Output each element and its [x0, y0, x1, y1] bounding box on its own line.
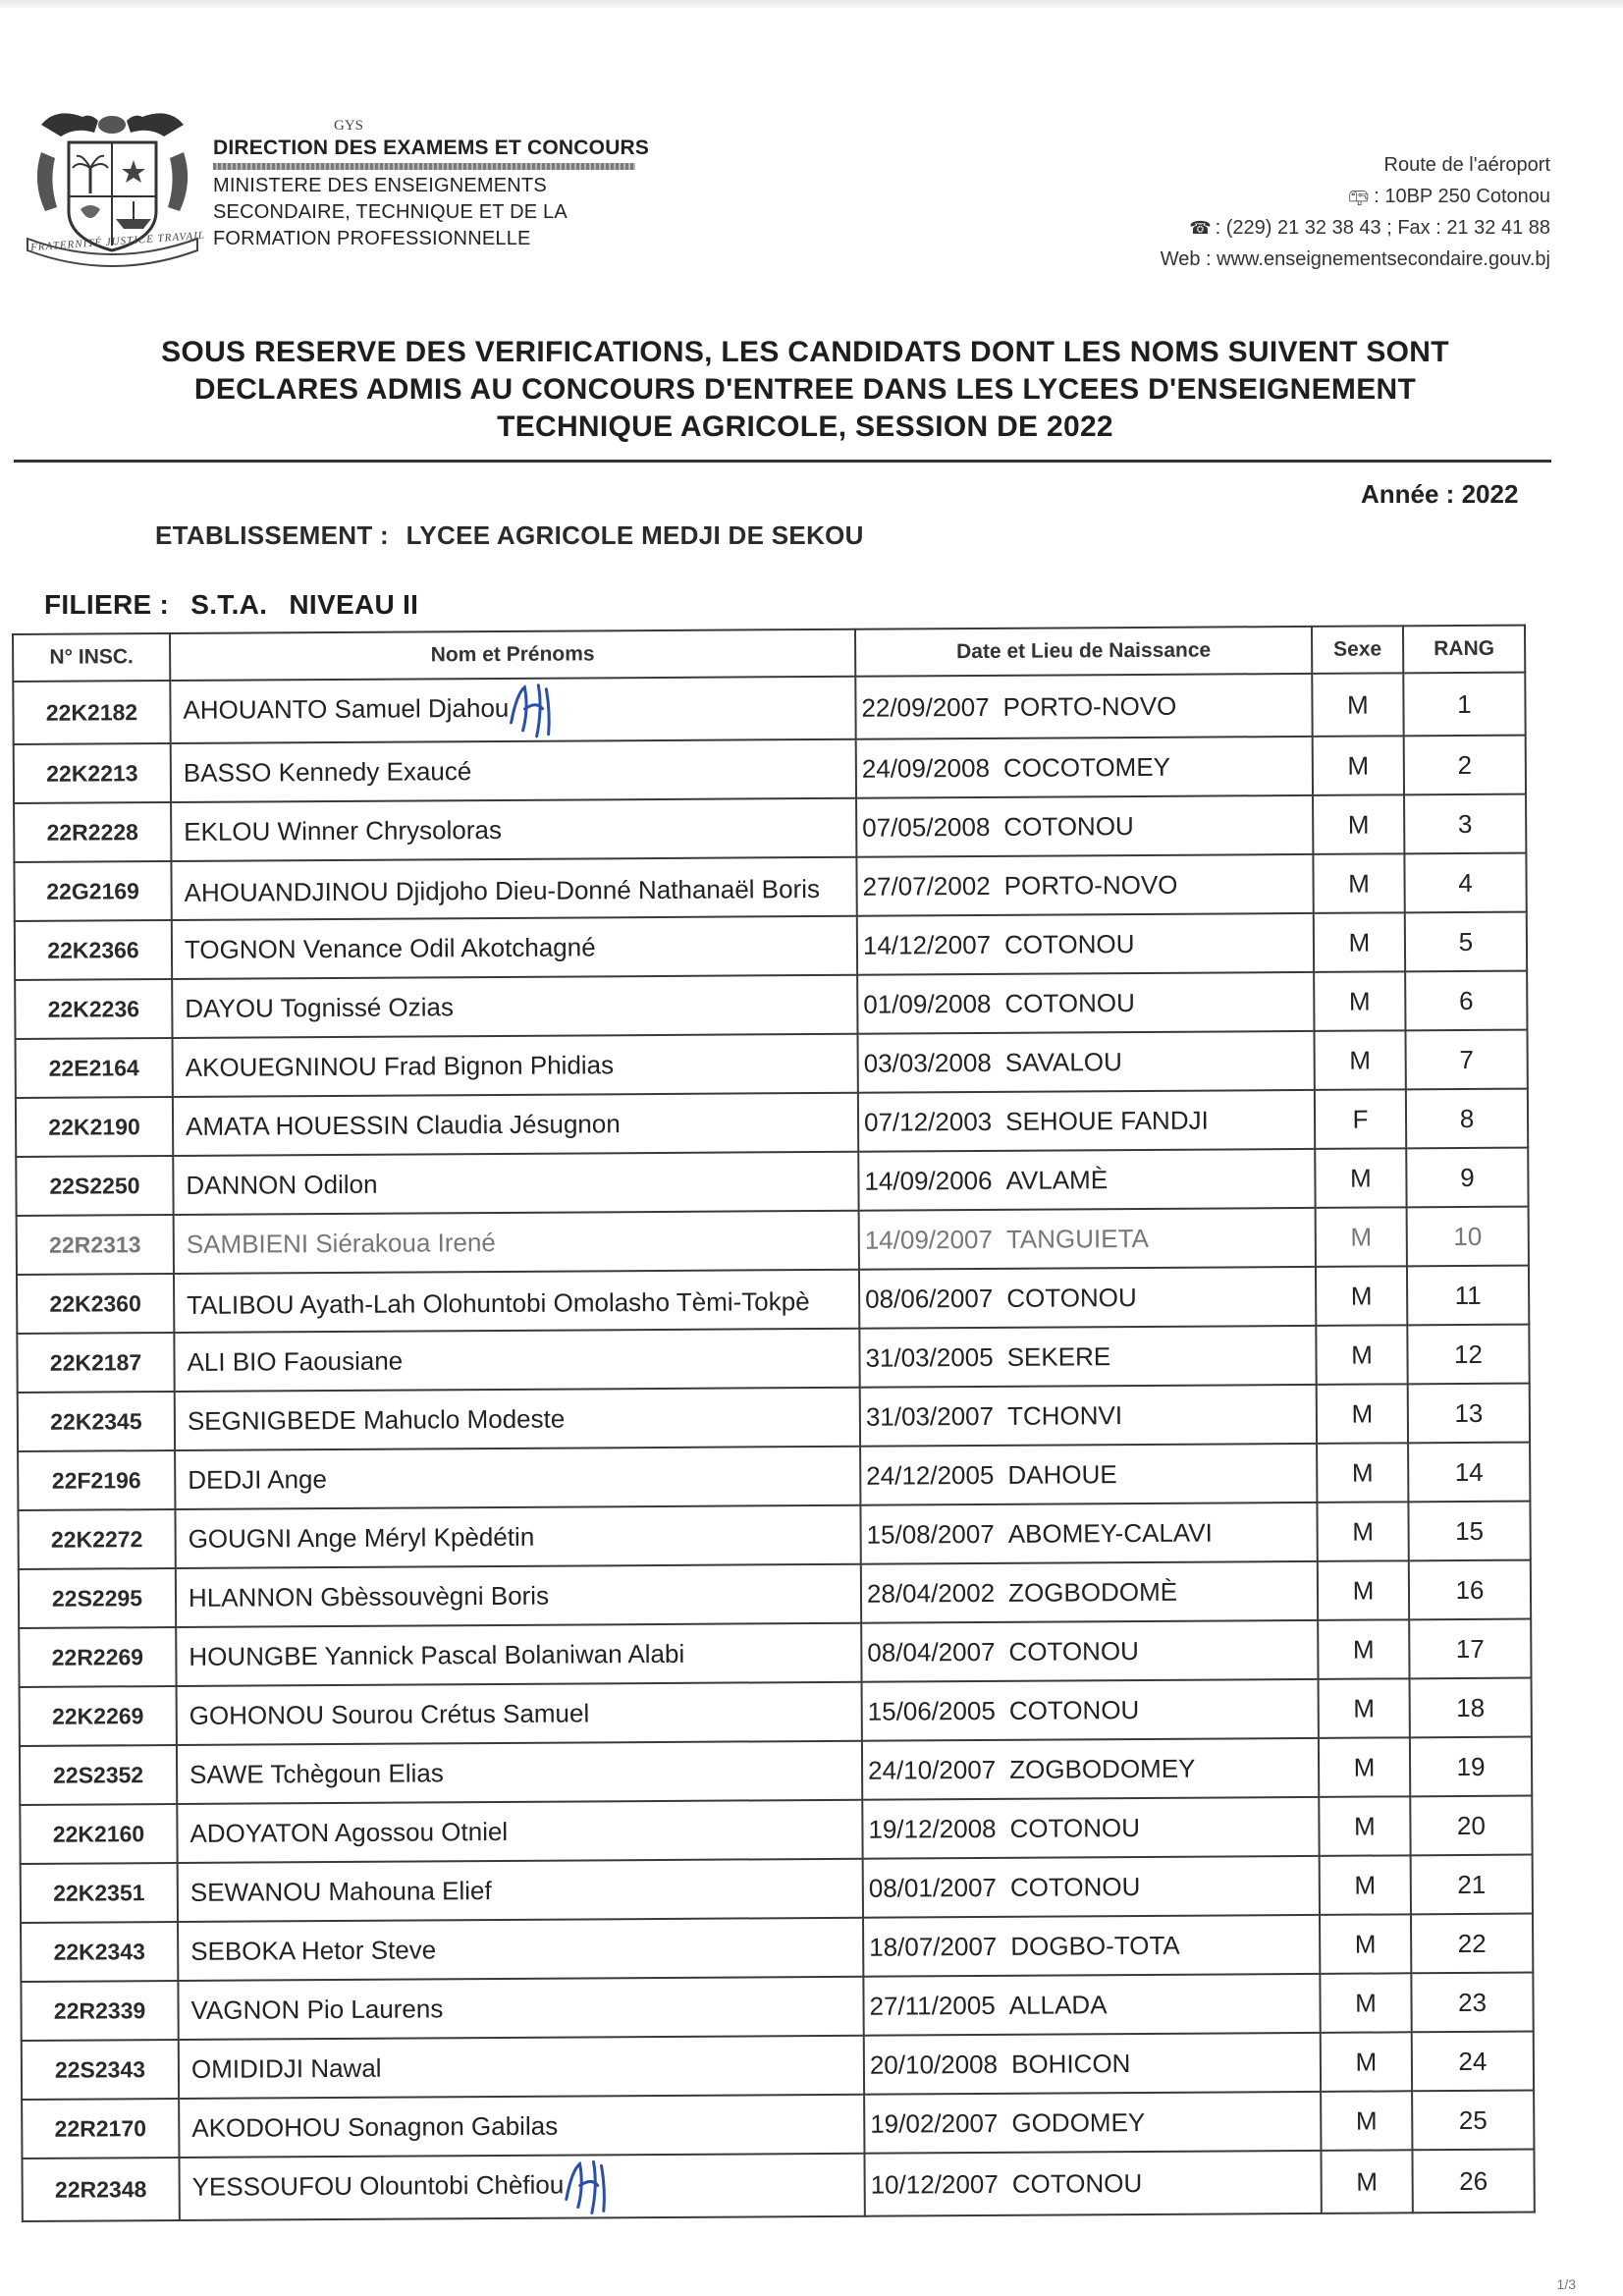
candidate-name: HLANNON Gbèssouvègni Boris: [188, 1580, 550, 1613]
name-cell: [177, 1741, 862, 1804]
sex-cell: M: [1314, 912, 1405, 972]
registration-number: 22R2269: [19, 1627, 176, 1687]
birth-cell: [860, 1503, 1317, 1564]
contact-phone: : (229) 21 32 38 43 ; Fax : 21 32 41 88: [1215, 217, 1550, 239]
candidate-name: SAMBIENI Siérakoua Irené: [186, 1227, 496, 1259]
birth-date: 15/06/2005: [867, 1695, 996, 1726]
registration-number: 22K2190: [16, 1097, 173, 1157]
name-cell: [171, 798, 856, 861]
registration-number: 22R2339: [21, 1981, 178, 2041]
candidate-name: GOHONOU Sourou Crétus Samuel: [189, 1697, 590, 1730]
birth-cell: [858, 1090, 1315, 1152]
title-line-2: DECLARES ADMIS AU CONCOURS D'ENTREE DANS LES LYCEES D'ENSEIGNEMENT: [193, 373, 1417, 406]
table-row: [22, 2032, 1534, 2100]
table-row: [19, 1560, 1531, 1628]
birth-date: 18/07/2007: [869, 1931, 998, 1962]
sex-cell: M: [1318, 1619, 1409, 1679]
sex-cell: M: [1319, 1737, 1410, 1797]
candidate-name: EKLOU Winner Chrysoloras: [184, 814, 502, 847]
registration-number: 22K2272: [18, 1509, 175, 1569]
title-line-1: SOUS RESERVE DES VERIFICATIONS, LES CANDIDATS DONT LES NOMS SUIVENT SONT: [161, 336, 1449, 368]
name-cell: [173, 1034, 858, 1097]
birth-cell: [859, 1208, 1316, 1270]
birth-date: 24/12/2005: [866, 1459, 995, 1491]
title-divider: [14, 460, 1551, 463]
filiere-code: S.T.A.: [190, 589, 268, 620]
rank-cell: 2: [1404, 736, 1526, 795]
candidate-name: SEWANOU Mahouna Elief: [189, 1875, 492, 1907]
rank-cell: 22: [1411, 1914, 1533, 1974]
registration-number: 22R2313: [17, 1215, 174, 1275]
birth-place: ABOMEY-CALAVI: [1007, 1517, 1213, 1549]
candidate-name: SEGNIGBEDE Mahuclo Modeste: [187, 1403, 566, 1436]
registration-number: 22G2169: [14, 861, 171, 921]
scan-top-edge: [0, 0, 1623, 8]
candidate-name: HOUNGBE Yannick Pascal Bolaniwan Alabi: [189, 1638, 685, 1671]
candidate-name: GOUGNI Ange Méryl Kpèdétin: [188, 1521, 535, 1554]
header-insc: N° INSC.: [13, 633, 170, 682]
table-row: [21, 1855, 1533, 1923]
candidate-name: BASSO Kennedy Exaucé: [183, 755, 472, 788]
rank-cell: 13: [1408, 1384, 1530, 1444]
registration-number: 22S2295: [19, 1568, 176, 1628]
birth-place: SAVALOU: [1004, 1046, 1122, 1077]
table-row: [18, 1443, 1530, 1510]
birth-date: 20/10/2008: [869, 2049, 999, 2080]
candidate-name: TALIBOU Ayath-Lah Olohuntobi Omolasho Tèmi-Tokpè: [187, 1285, 810, 1320]
table-row: [16, 1030, 1528, 1098]
table-row: [15, 912, 1527, 980]
name-cell: [170, 677, 855, 743]
rank-cell: 5: [1405, 912, 1527, 972]
rank-cell: 9: [1406, 1148, 1528, 1208]
birth-place: BOHICON: [1010, 2048, 1131, 2079]
name-cell: [172, 916, 857, 979]
name-cell: [173, 1152, 858, 1215]
registration-number: 22K2187: [17, 1333, 174, 1393]
signature-icon: [558, 2156, 615, 2216]
rank-cell: 3: [1404, 794, 1526, 854]
registration-number: 22K2343: [21, 1922, 178, 1982]
establishment-line: [155, 520, 864, 551]
birth-place: COTONOU: [1004, 987, 1135, 1018]
birth-date: 07/12/2003: [863, 1106, 993, 1137]
birth-cell: [856, 795, 1313, 857]
sex-cell: F: [1315, 1089, 1406, 1149]
candidate-name: DANNON Odilon: [186, 1169, 378, 1200]
birth-date: 03/03/2008: [863, 1047, 992, 1078]
birth-place: COTONOU: [1004, 928, 1135, 959]
name-cell: [179, 2095, 864, 2158]
rank-cell: 21: [1411, 1855, 1533, 1915]
birth-cell: [861, 1561, 1318, 1623]
birth-place: TANGUIETA: [1005, 1223, 1149, 1254]
candidate-name: DAYOU Tognissé Ozias: [185, 991, 455, 1023]
registration-number: 22K2213: [14, 743, 171, 803]
birth-cell: [855, 674, 1312, 739]
birth-cell: [861, 1620, 1318, 1682]
candidate-name: AHOUANTO Samuel Djahou: [183, 692, 510, 725]
candidate-name: VAGNON Pio Laurens: [190, 1993, 444, 2025]
rank-cell: 19: [1410, 1737, 1532, 1797]
page-number: 1/3: [1556, 2276, 1576, 2292]
name-cell: [176, 1623, 861, 1686]
birth-cell: [858, 1149, 1315, 1211]
birth-place: COCOTOMEY: [1002, 751, 1171, 783]
birth-cell: [859, 1267, 1316, 1329]
sex-cell: M: [1317, 1443, 1408, 1503]
telephone-icon: ☎: [1189, 218, 1212, 238]
rank-cell: 17: [1409, 1619, 1531, 1679]
birth-place: ZOGBODOMEY: [1009, 1753, 1196, 1784]
registration-number: 22K2351: [21, 1863, 178, 1923]
birth-cell: [862, 1679, 1319, 1741]
rank-cell: 20: [1410, 1796, 1532, 1856]
rank-cell: 18: [1410, 1678, 1532, 1738]
header-birth: Date et Lieu de Naissance: [855, 627, 1312, 677]
registration-number: 22R2348: [22, 2158, 179, 2221]
name-cell: [172, 975, 857, 1038]
birth-place: COTONOU: [1008, 1694, 1140, 1725]
birth-place: SEHOUE FANDJI: [1005, 1105, 1209, 1136]
birth-cell: [863, 1974, 1320, 2036]
registration-number: 22S2343: [22, 2040, 179, 2100]
registration-number: 22R2170: [22, 2099, 179, 2159]
birth-place: COTONOU: [1009, 1871, 1141, 1902]
announcement-title: [69, 334, 1542, 446]
rank-cell: 25: [1412, 2091, 1534, 2151]
birth-place: SEKERE: [1006, 1340, 1111, 1372]
table-row: [16, 1148, 1528, 1216]
sex-cell: M: [1319, 1678, 1410, 1738]
birth-date: 14/12/2007: [862, 929, 992, 960]
table-row: [18, 1384, 1530, 1451]
name-cell: [175, 1447, 860, 1509]
name-cell: [178, 1977, 863, 2040]
registration-number: 22S2250: [16, 1156, 173, 1216]
name-cell: [171, 857, 856, 920]
rank-cell: 7: [1405, 1030, 1527, 1090]
sex-cell: M: [1316, 1207, 1407, 1267]
rank-cell: 24: [1412, 2032, 1534, 2092]
birth-date: 19/12/2008: [868, 1813, 997, 1844]
sex-cell: M: [1313, 736, 1404, 795]
birth-date: 08/04/2007: [867, 1636, 996, 1667]
table-row: [20, 1737, 1532, 1805]
birth-place: TCHONVI: [1006, 1399, 1123, 1431]
candidate-name: SEBOKA Hetor Steve: [190, 1934, 437, 1966]
gys-annotation: GYS: [334, 118, 364, 134]
candidate-name: ADOYATON Agossou Otniel: [189, 1816, 509, 1848]
rank-cell: 26: [1412, 2150, 1534, 2214]
rank-cell: 15: [1408, 1502, 1530, 1561]
birth-cell: [862, 1797, 1319, 1859]
candidate-name: AHOUANDJINOU Djidjoho Dieu-Donné Nathanaël Boris: [184, 873, 821, 907]
ministry-line-1: MINISTERE DES ENSEIGNEMENTS: [213, 175, 547, 196]
birth-cell: [860, 1385, 1317, 1447]
sex-cell: M: [1318, 1560, 1409, 1620]
birth-place: COTONOU: [1011, 2167, 1143, 2199]
sex-cell: M: [1320, 1914, 1411, 1974]
sex-cell: M: [1317, 1502, 1408, 1561]
birth-date: 14/09/2007: [864, 1224, 994, 1255]
rank-cell: 16: [1409, 1560, 1531, 1620]
table-row: [20, 1678, 1532, 1746]
sex-cell: M: [1320, 1973, 1411, 2033]
candidate-name: YESSOUFOU Olountobi Chèfiou: [191, 2169, 565, 2202]
birth-cell: [863, 1856, 1320, 1918]
ministry-block: [213, 136, 675, 252]
birth-cell: [864, 2151, 1321, 2216]
table-row: [14, 853, 1526, 921]
contact-postal: : 10BP 250 Cotonou: [1374, 186, 1550, 207]
name-cell: [176, 1564, 861, 1627]
registration-number: 22K2236: [15, 979, 172, 1039]
birth-date: 28/04/2002: [866, 1577, 996, 1609]
table-row: [14, 794, 1526, 862]
table-row: [22, 2091, 1534, 2159]
ministry-divider: [213, 163, 635, 170]
header-sex: Sexe: [1312, 626, 1403, 674]
table-row: [14, 736, 1526, 803]
name-cell: [175, 1505, 860, 1568]
birth-cell: [856, 737, 1313, 798]
filiere-label: FILIERE :: [44, 589, 170, 620]
birth-place: ZOGBODOMÈ: [1008, 1576, 1178, 1608]
birth-date: 08/06/2007: [865, 1283, 994, 1314]
sex-cell: M: [1314, 1030, 1405, 1090]
establishment-label: ETABLISSEMENT :: [155, 520, 390, 550]
results-table: [12, 625, 1536, 2222]
birth-date: 31/03/2007: [865, 1400, 995, 1432]
sex-cell: M: [1320, 1855, 1411, 1915]
birth-place: PORTO-NOVO: [1002, 690, 1177, 722]
registration-number: 22K2366: [15, 920, 172, 980]
name-cell: [174, 1329, 859, 1392]
rank-cell: 10: [1407, 1207, 1529, 1267]
registration-number: 22K2269: [20, 1686, 177, 1746]
birth-cell: [862, 1738, 1319, 1800]
birth-date: 08/01/2007: [868, 1872, 998, 1903]
name-cell: [171, 739, 856, 802]
ministry-line-2: SECONDAIRE, TECHNIQUE ET DE LA: [213, 201, 568, 223]
signature-icon: [503, 680, 560, 740]
birth-cell: [858, 1031, 1315, 1093]
table-row: [17, 1266, 1529, 1334]
candidate-name: AKODOHOU Sonagnon Gabilas: [191, 2110, 559, 2143]
rank-cell: 23: [1411, 1973, 1533, 2033]
sex-cell: M: [1316, 1266, 1407, 1326]
rank-cell: 14: [1408, 1443, 1530, 1503]
name-cell: [178, 1918, 863, 1981]
sex-cell: M: [1321, 2032, 1412, 2092]
sex-cell: M: [1317, 1384, 1408, 1444]
registration-number: 22K2182: [13, 681, 170, 744]
name-cell: [173, 1093, 858, 1156]
birth-place: COTONOU: [1008, 1635, 1140, 1667]
birth-date: 10/12/2007: [870, 2168, 999, 2200]
name-cell: [174, 1211, 859, 1274]
ministry-line-3: FORMATION PROFESSIONNELLE: [213, 228, 531, 249]
sex-cell: M: [1313, 794, 1404, 854]
table-row: [17, 1325, 1529, 1393]
contact-block: [1001, 149, 1550, 275]
rank-cell: 11: [1407, 1266, 1529, 1326]
birth-date: 27/07/2002: [862, 870, 991, 902]
contact-address: Route de l'aéroport: [1383, 154, 1550, 176]
table-row: [13, 673, 1525, 744]
name-cell: [179, 2154, 864, 2220]
sex-cell: M: [1314, 971, 1405, 1031]
birth-place: COTONOU: [1009, 1812, 1141, 1843]
birth-date: 19/02/2007: [870, 2107, 999, 2139]
direction-name: DIRECTION DES EXAMEMS ET CONCOURS: [213, 137, 650, 159]
birth-place: COTONOU: [1006, 1282, 1137, 1313]
birth-date: 27/11/2005: [869, 1990, 996, 2021]
name-cell: [177, 1682, 862, 1745]
table-row: [21, 1973, 1533, 2041]
rank-cell: 6: [1405, 971, 1527, 1031]
contact-web: Web : www.enseignementsecondaire.gouv.bj: [1160, 248, 1550, 270]
birth-cell: [864, 2033, 1321, 2095]
name-cell: [179, 2036, 864, 2099]
title-line-3: TECHNIQUE AGRICOLE, SESSION DE 2022: [497, 410, 1113, 443]
table-row: [16, 1089, 1528, 1157]
mailbox-icon: 📪︎: [1347, 187, 1371, 206]
table-row: [15, 971, 1527, 1039]
table-row: [21, 1914, 1533, 1982]
candidate-name: ALI BIO Faousiane: [187, 1345, 404, 1377]
sex-cell: M: [1312, 673, 1403, 737]
registration-number: 22R2228: [14, 802, 171, 862]
sex-cell: M: [1321, 2091, 1412, 2151]
birth-date: 07/05/2008: [862, 811, 991, 843]
birth-cell: [857, 972, 1314, 1034]
table-row: [17, 1207, 1529, 1275]
birth-place: DAHOUE: [1007, 1458, 1117, 1490]
establishment-value: LYCEE AGRICOLE MEDJI DE SEKOU: [406, 520, 864, 550]
sex-cell: M: [1313, 853, 1404, 913]
candidate-name: OMIDIDJI Nawal: [190, 2052, 382, 2084]
table-row: [19, 1619, 1531, 1687]
rank-cell: 12: [1407, 1325, 1529, 1385]
birth-cell: [856, 854, 1313, 916]
year-label: Année : 2022: [1361, 479, 1519, 509]
candidate-name: TOGNON Venance Odil Akotchagné: [184, 931, 596, 964]
birth-cell: [863, 1915, 1320, 1977]
registration-number: 22K2360: [17, 1274, 174, 1334]
sex-cell: M: [1316, 1325, 1407, 1385]
table-row: [20, 1796, 1532, 1864]
birth-date: 22/09/2007: [861, 691, 990, 723]
emblem-motto: FRATERNITÉ JUSTICE TRAVAIL: [29, 229, 206, 254]
birth-place: ALLADA: [1008, 1989, 1108, 2020]
candidate-name: AKOUEGNINOU Frad Bignon Phidias: [185, 1049, 615, 1082]
birth-cell: [860, 1444, 1317, 1505]
birth-place: DOGBO-TOTA: [1010, 1930, 1180, 1961]
birth-date: 24/10/2007: [867, 1754, 997, 1785]
registration-number: 22S2352: [20, 1745, 177, 1805]
sex-cell: M: [1315, 1148, 1406, 1208]
filiere-level: NIVEAU II: [289, 589, 419, 620]
rank-cell: 4: [1404, 853, 1526, 913]
name-cell: [178, 1859, 863, 1922]
table-row: [18, 1502, 1530, 1569]
birth-place: GODOMEY: [1011, 2106, 1146, 2138]
birth-date: 14/09/2006: [864, 1165, 993, 1196]
registration-number: 22K2160: [20, 1804, 177, 1864]
birth-cell: [857, 913, 1314, 975]
contact-postal-row: [1001, 181, 1550, 212]
header-name: Nom et Prénoms: [170, 629, 855, 681]
candidate-name: AMATA HOUESSIN Claudia Jésugnon: [185, 1108, 621, 1141]
name-cell: [175, 1388, 860, 1450]
birth-date: 24/09/2008: [861, 752, 991, 784]
registration-number: 22E2164: [16, 1038, 173, 1098]
candidate-name: SAWE Tchègoun Elias: [189, 1757, 444, 1789]
birth-cell: [864, 2092, 1321, 2154]
table-body: [13, 673, 1535, 2221]
birth-date: 15/08/2007: [866, 1518, 995, 1550]
rank-cell: 8: [1406, 1089, 1528, 1149]
birth-place: AVLAMÈ: [1005, 1164, 1109, 1195]
table-row: [22, 2150, 1534, 2221]
birth-cell: [859, 1326, 1316, 1388]
sex-cell: M: [1319, 1796, 1410, 1856]
contact-phone-row: [1001, 212, 1550, 244]
sex-cell: M: [1321, 2150, 1412, 2214]
rank-cell: 1: [1403, 673, 1525, 737]
birth-date: 01/09/2008: [863, 988, 992, 1019]
birth-place: COTONOU: [1003, 810, 1134, 842]
header-rank: RANG: [1403, 626, 1525, 674]
filiere-line: [44, 589, 418, 621]
birth-place: PORTO-NOVO: [1003, 869, 1178, 901]
name-cell: [174, 1270, 859, 1333]
candidate-name: DEDJI Ange: [188, 1463, 327, 1495]
registration-number: 22K2345: [18, 1392, 175, 1451]
birth-date: 31/03/2005: [865, 1341, 994, 1373]
registration-number: 22F2196: [18, 1450, 175, 1510]
name-cell: [177, 1800, 862, 1863]
